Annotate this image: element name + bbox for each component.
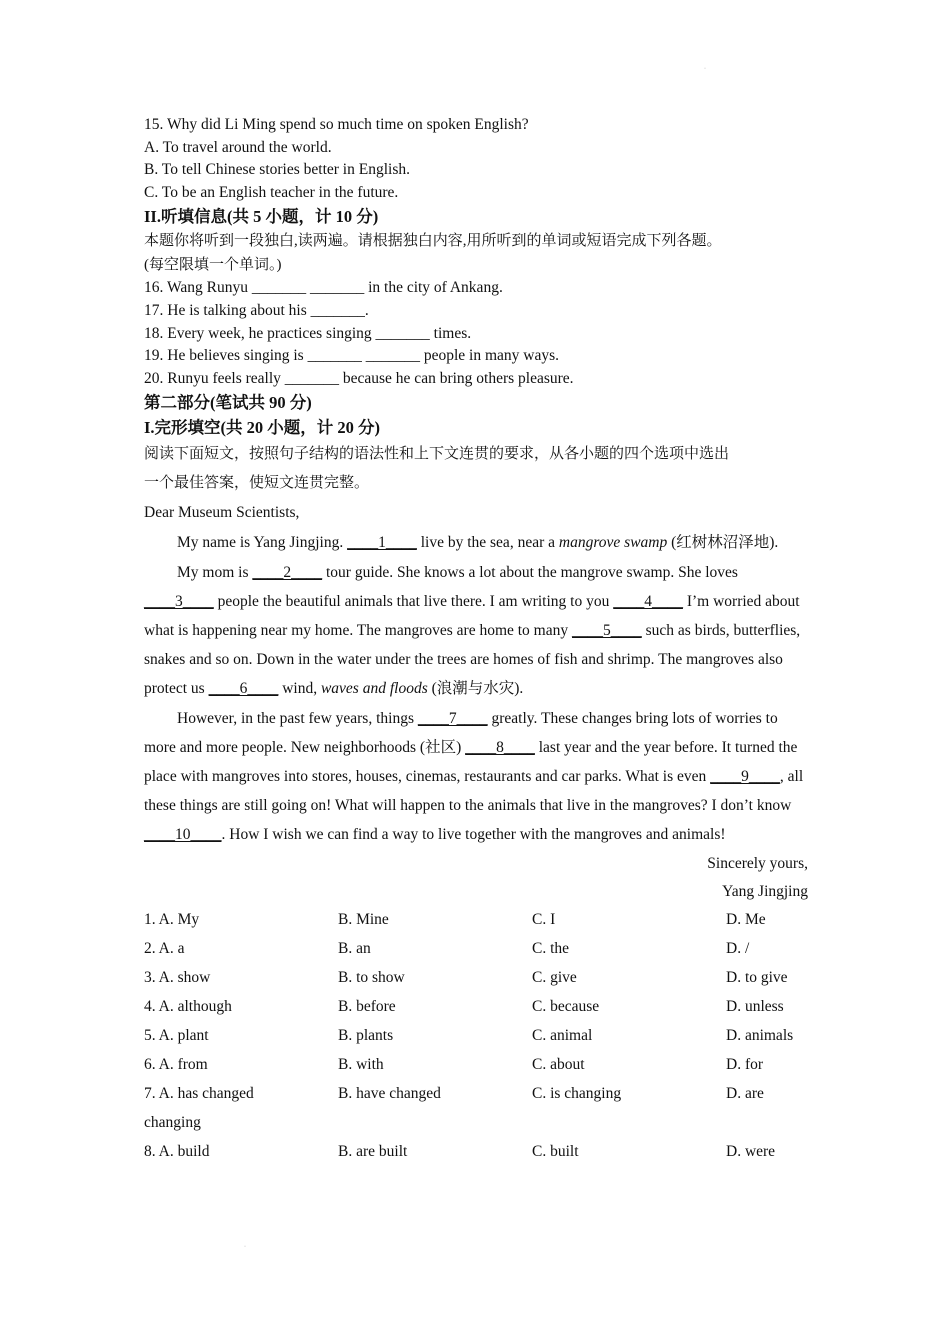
option: B. before <box>338 998 396 1016</box>
blank-7: ____7____ <box>417 710 488 728</box>
option: C. the <box>532 940 570 958</box>
option: C. about <box>532 1056 585 1074</box>
question-18: 18. Every week, he practices singing _______ times. <box>144 324 472 342</box>
text: My name is Yang Jingjing. <box>177 534 348 552</box>
option: C. because <box>532 998 600 1016</box>
option: 3. A. show <box>144 969 211 987</box>
text: wind, <box>278 680 321 698</box>
option: 7. A. has changed <box>144 1085 254 1103</box>
option: D. Me <box>726 911 766 929</box>
text: live by the sea, near a <box>416 534 559 552</box>
option: 6. A. from <box>144 1056 208 1074</box>
text: (浪潮与水灾). <box>427 680 524 698</box>
option: C. is changing <box>532 1085 622 1103</box>
text: tour guide. She knows a lot about the mangrove swamp. She loves <box>322 564 738 582</box>
option: D. / <box>726 940 750 958</box>
option: B. an <box>338 940 371 958</box>
section-ii-title: II.听填信息(共 5 小题，计 10 分) <box>144 207 379 227</box>
option: B. plants <box>338 1027 394 1045</box>
part-two-title: 第二部分(笔试共 90 分) <box>144 393 312 413</box>
option-7d-wrap: changing <box>144 1114 201 1132</box>
question-19: 19. He believes singing is _______ _______ people in many ways. <box>144 347 560 365</box>
page-mark-bottom: · <box>244 1244 246 1250</box>
option: B. Mine <box>338 911 389 929</box>
option: D. for <box>726 1056 764 1074</box>
blank-4: ____4____ <box>613 593 683 611</box>
question-20: 20. Runyu feels really _______ because he can bring others pleasure. <box>144 369 574 387</box>
options-row-7 <box>144 1079 808 1108</box>
option: 2. A. a <box>144 940 185 958</box>
cloze-instruction: 阅读下面短文，按照句子结构的语法性和上下文连贯的要求，从各小题的四个选项中选出 <box>144 446 730 463</box>
letter-signature: Yang Jingjing <box>722 883 808 901</box>
option: D. to give <box>726 969 788 987</box>
option-15c: C. To be an English teacher in the future. <box>144 183 399 201</box>
section-ii-instruction-note: (每空限填一个单词。) <box>144 257 282 274</box>
page-mark-top: · <box>704 66 706 72</box>
options-row-6 <box>144 1050 808 1079</box>
options-row-5 <box>144 1021 808 1050</box>
letter-paragraph-1 <box>144 528 808 557</box>
blank-10: ____10____ <box>144 826 222 844</box>
option: C. animal <box>532 1027 593 1045</box>
option: B. with <box>338 1056 384 1074</box>
text: My mom is <box>177 564 253 582</box>
option: 1. A. My <box>144 911 200 929</box>
options-list <box>144 905 808 1166</box>
blank-5: ____5____ <box>572 622 642 640</box>
option-15b: B. To tell Chinese stories better in English. <box>144 161 410 179</box>
text: people the beautiful animals that live there. I am writing to you <box>213 593 614 611</box>
option: D. were <box>726 1143 776 1161</box>
options-row-4 <box>144 992 808 1021</box>
text: such as birds, butterflies, snakes and so on. Down in the water under the trees are homes of fish and shrimp. The mangroves also protect us <box>144 622 801 698</box>
exam-page <box>144 114 808 1166</box>
letter-closing: Sincerely yours, <box>707 855 808 873</box>
blank-8: ____8____ <box>465 739 535 757</box>
option: D. are <box>726 1085 764 1103</box>
option-15a: A. To travel around the world. <box>144 138 332 156</box>
letter-paragraph-3 <box>144 704 808 849</box>
options-row-3 <box>144 963 808 992</box>
blank-9: ____9____ <box>710 768 780 786</box>
section-ii-instruction: 本题你将听到一段独白,读两遍。请根据独白内容,用所听到的单词或短语完成下列各题。 <box>144 233 722 250</box>
question-17: 17. He is talking about his _______. <box>144 301 369 319</box>
italic-term: mangrove swamp <box>558 534 668 552</box>
text: last year and the year before. It turned the place with mangroves into stores, houses, cinemas, restaurants and car parks. What is even <box>144 739 798 786</box>
option: C. give <box>532 969 577 987</box>
letter-greeting: Dear Museum Scientists, <box>144 504 300 522</box>
option: C. I <box>532 911 556 929</box>
text: . How I wish we can find a way to live together with the mangroves and animals! <box>221 826 726 844</box>
letter-paragraph-2 <box>144 558 808 703</box>
text: greatly. These changes bring lots of worries to more and more people. New neighborhoods (社区) <box>144 710 778 757</box>
italic-term: waves and floods <box>320 680 428 698</box>
option: D. unless <box>726 998 784 1016</box>
options-row-2 <box>144 934 808 963</box>
question-15: 15. Why did Li Ming spend so much time on spoken English? <box>144 116 529 133</box>
text: , all these things are still going on! What will happen to the animals that live in the mangroves? I don’t know <box>144 768 804 815</box>
option: B. are built <box>338 1143 408 1161</box>
cloze-instruction-2: 一个最佳答案，使短文连贯完整。 <box>144 475 370 492</box>
option: 8. A. build <box>144 1143 210 1161</box>
cloze-title: I.完形填空(共 20 小题，计 20 分) <box>144 418 381 438</box>
options-row-1 <box>144 905 808 934</box>
text: However, in the past few years, things <box>177 710 418 728</box>
option: 5. A. plant <box>144 1027 209 1045</box>
option: B. to show <box>338 969 405 987</box>
text: I’m worried about what is happening near my home. The mangroves are home to many <box>144 593 800 640</box>
blank-6: ____6____ <box>208 680 279 698</box>
blank-3: ____3____ <box>144 593 214 611</box>
option: B. have changed <box>338 1085 441 1103</box>
option: 4. A. although <box>144 998 232 1016</box>
question-16: 16. Wang Runyu _______ _______ in the city of Ankang. <box>144 279 503 297</box>
option: C. built <box>532 1143 579 1161</box>
options-row-8 <box>144 1137 808 1166</box>
blank-2: ____2____ <box>252 564 323 582</box>
text: (红树林沼泽地). <box>667 534 779 552</box>
blank-1: ____1____ <box>347 534 417 552</box>
option: D. animals <box>726 1027 794 1045</box>
